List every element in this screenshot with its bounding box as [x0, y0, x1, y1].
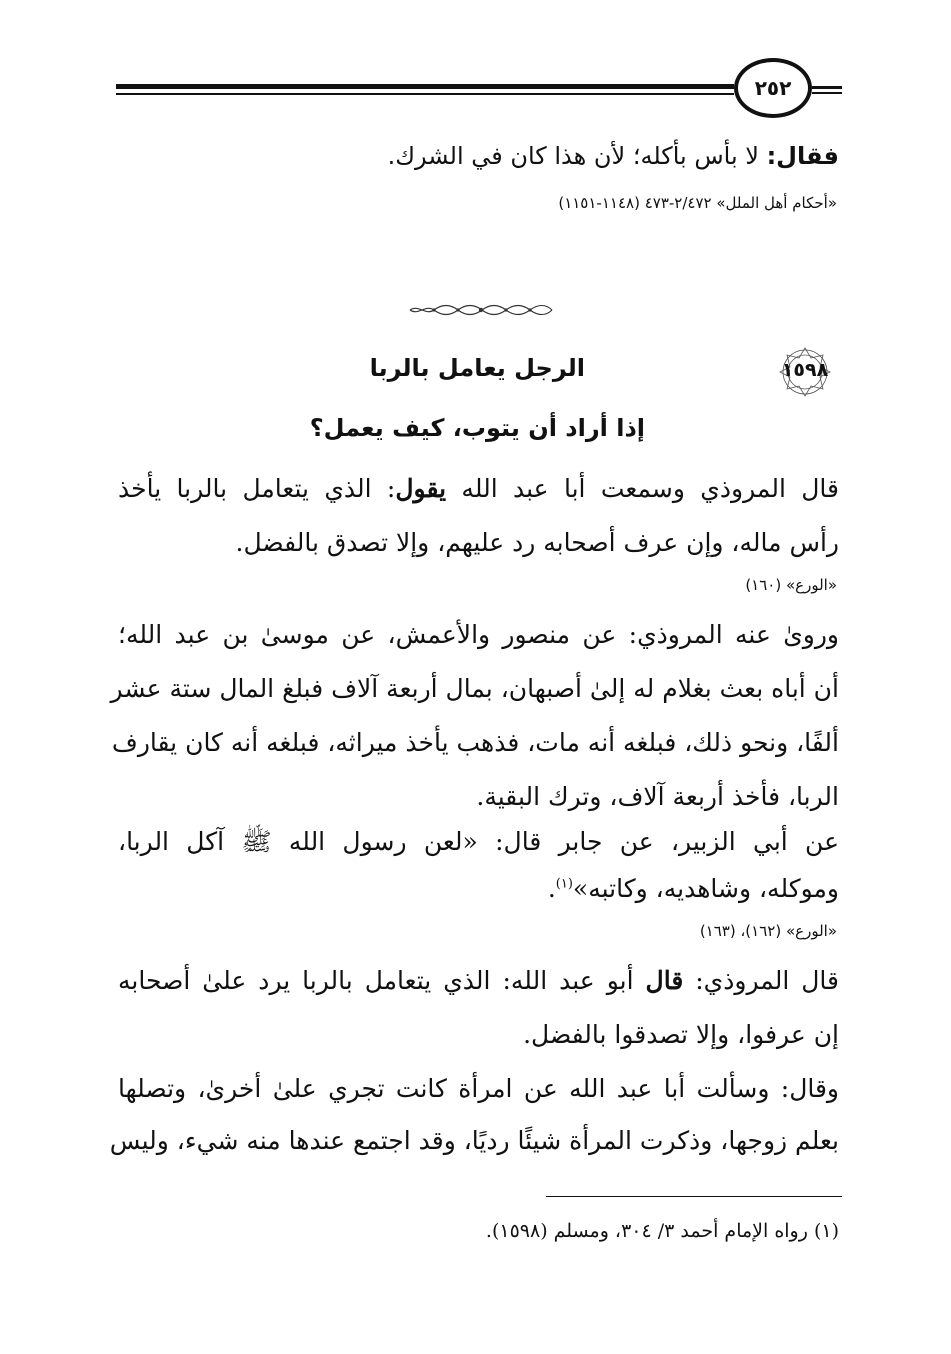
body-line: الربا، فأخذ أربعة آلاف، وترك البقية. — [476, 782, 839, 811]
body-line: بعلم زوجها، وذكرت المرأة شيئًا رديًا، وقد اجتمع عندها منه شيء، وليس — [109, 1126, 839, 1155]
top-line — [388, 142, 839, 170]
footnote: (١) رواه الإمام أحمد ٣/ ٣٠٤، ومسلم (١٥٩٨). — [485, 1220, 839, 1242]
body-line: وموكله، وشاهديه، وكاتبه»$^{(١)}$. — [547, 874, 839, 903]
footnote-rule — [546, 1196, 842, 1197]
section-number: ١٥٩٨ — [781, 359, 829, 381]
body-line: ألفًا، ونحو ذلك، فبلغه أنه مات، فذهب يأخذ ميراثه، فبلغه أنه كان يقارف — [111, 728, 839, 757]
top-lead: فقال: — [766, 142, 839, 170]
body-line: إن عرفوا، وإلا تصدقوا بالفضل. — [523, 1020, 839, 1049]
body-line: رأس ماله، وإن عرف أصحابه رد عليهم، وإلا تصدق بالفضل. — [235, 528, 839, 557]
body-line: قال المروذي: قال أبو عبد الله: الذي يتعامل بالربا يرد علىٰ أصحابه — [118, 966, 839, 995]
bold-word: يقول — [395, 474, 447, 503]
section-subtitle: إذا أراد أن يتوب، كيف يعمل؟ — [309, 414, 645, 442]
page-number-badge — [734, 58, 812, 118]
body-line: عن أبي الزبير، عن جابر قال: «لعن رسول الله ﷺ آكل الربا، — [118, 827, 839, 856]
body-line: وروىٰ عنه المروذي: عن منصور والأعمش، عن موسىٰ بن عبد الله؛ — [118, 620, 839, 649]
page-number: ٢٥٢ — [754, 76, 792, 100]
section-title: الرجل يعامل بالربا — [369, 354, 585, 382]
source-citation: «الورع» (١٦٢)، (١٦٣) — [699, 922, 837, 940]
footnote-marker: (١) — [555, 876, 573, 892]
top-text: لا بأس بأكله؛ لأن هذا كان في الشرك. — [387, 142, 759, 170]
header-rule — [116, 84, 734, 98]
body-line: أن أباه بعث بغلام له إلىٰ أصبهان، بمال أربعة آلاف فبلغ المال ستة عشر — [110, 674, 839, 703]
ornament-divider-icon — [408, 303, 554, 317]
body-line: وقال: وسألت أبا عبد الله عن امرأة كانت تجري علىٰ أخرىٰ، وتصلها — [118, 1074, 839, 1103]
header-rule-tail — [812, 86, 842, 94]
top-source: «أحكام أهل الملل» ٢/٤٧٢-٤٧٣ (١١٤٨-١١٥١) — [558, 194, 837, 212]
bold-word: قال — [645, 966, 684, 995]
body-line: قال المروذي وسمعت أبا عبد الله يقول: الذي يتعامل بالربا يأخذ — [118, 474, 839, 503]
section-number-badge — [760, 345, 850, 399]
source-citation: «الورع» (١٦٠) — [745, 576, 837, 594]
